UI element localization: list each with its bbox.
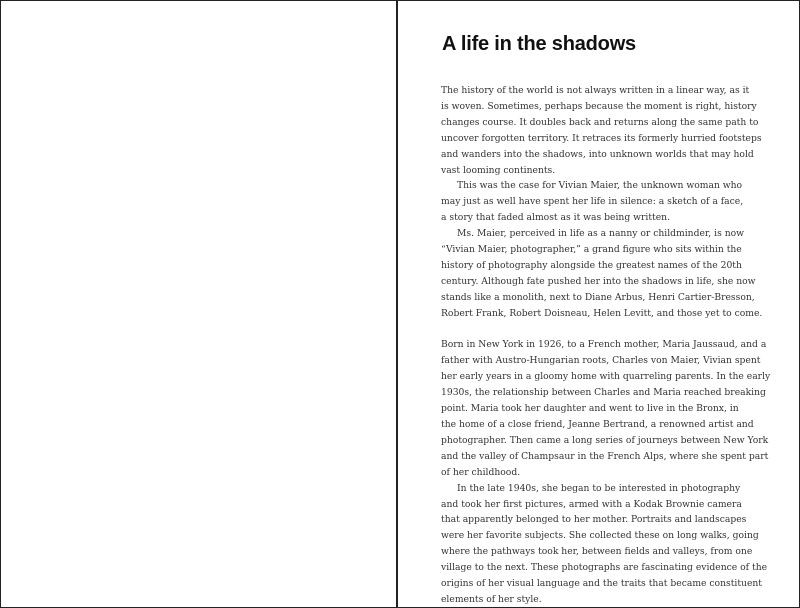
text-line: may just as well have spent her life in silence: a sketch of a face, xyxy=(441,196,744,208)
text-line: father with Austro-Hungarian roots, Charles von Maier, Vivian spent xyxy=(441,355,761,367)
text-line: century. Although fate pushed her into the shadows in life, she now xyxy=(441,275,756,287)
text-line: Ms. Maier, perceived in life as a nanny or childminder, is now xyxy=(457,228,745,240)
text-line: The history of the world is not always written in a linear way, as it xyxy=(441,85,750,96)
text-line: origins of her visual language and the traits that became constituent xyxy=(441,578,762,590)
text-line: that apparently belonged to her mother. Portraits and landscapes xyxy=(441,514,747,526)
left-page xyxy=(1,1,398,607)
text-line: Born in New York in 1926, to a French mother, Maria Jaussaud, and a xyxy=(441,339,767,351)
paragraph xyxy=(441,178,800,226)
text-line: vast looming continents. xyxy=(441,164,556,176)
section-gap xyxy=(441,322,800,338)
text-line: of her childhood. xyxy=(441,466,521,478)
text-line: a story that faded almost as it was being written. xyxy=(441,212,670,224)
text-line: is woven. Sometimes, perhaps because the moment is right, history xyxy=(441,100,757,112)
text-line: her early years in a gloomy home with quarreling parents. In the early xyxy=(441,371,771,383)
paragraph xyxy=(441,337,800,480)
text-line: and wanders into the shadows, into unknown worlds that may hold xyxy=(441,148,754,160)
page-title: A life in the shadows xyxy=(442,33,636,55)
text-line: history of photography alongside the greatest names of the 20th xyxy=(441,259,742,271)
text-line: where the pathways took her, between fields and valleys, from one xyxy=(441,546,753,558)
text-line: the home of a close friend, Jeanne Bertrand, a renowned artist and xyxy=(441,419,754,431)
text-line: This was the case for Vivian Maier, the unknown woman who xyxy=(457,180,743,192)
text-line: stands like a monolith, next to Diane Arbus, Henri Cartier-Bresson, xyxy=(441,291,755,303)
text-line: village to the next. These photographs are fascinating evidence of the xyxy=(441,562,768,574)
text-line: uncover forgotten territory. It retraces its formerly hurried footsteps xyxy=(441,132,762,144)
paragraph xyxy=(441,481,800,608)
text-line: and the valley of Champsaur in the French Alps, where she spent part xyxy=(441,450,769,462)
text-line: and took her first pictures, armed with a Kodak Brownie camera xyxy=(441,498,742,510)
text-line: In the late 1940s, she began to be interested in photography xyxy=(457,482,741,494)
text-line: photographer. Then came a long series of journeys between New York xyxy=(441,434,769,446)
text-line: Robert Frank, Robert Doisneau, Helen Levitt, and those yet to come. xyxy=(441,307,763,319)
text-line: changes course. It doubles back and returns along the same path to xyxy=(441,116,759,128)
paragraph xyxy=(441,83,800,178)
text-line: point. Maria took her daughter and went to live in the Bronx, in xyxy=(441,403,739,415)
body-text xyxy=(441,83,800,608)
text-line: were her favorite subjects. She collected these on long walks, going xyxy=(441,530,759,542)
text-line: 1930s, the relationship between Charles and Maria reached breaking xyxy=(441,387,766,399)
text-line: elements of her style. xyxy=(441,593,542,605)
paragraph xyxy=(441,226,800,321)
text-line: “Vivian Maier, photographer,” a grand figure who sits within the xyxy=(441,244,742,256)
right-page xyxy=(398,1,799,607)
